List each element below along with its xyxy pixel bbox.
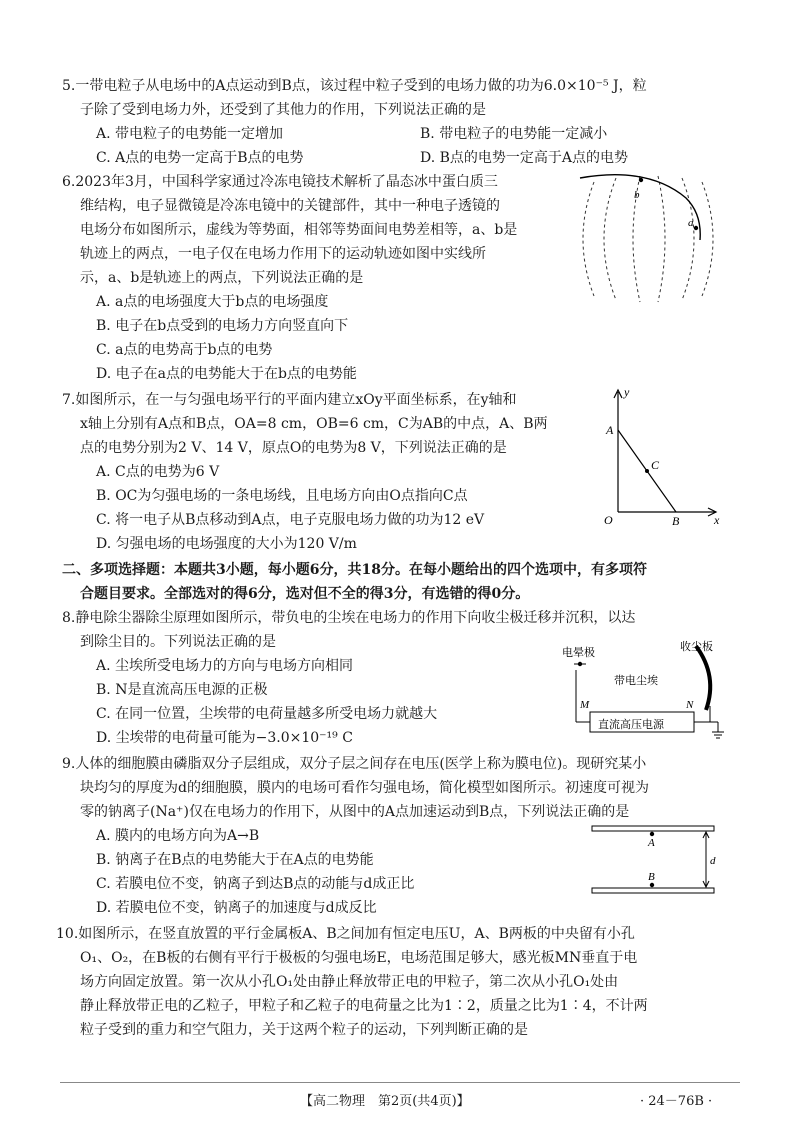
- q6-option-d: D. 电子在a点的电势能大于在b点的电势能: [96, 366, 357, 382]
- footer-page-info: 【高二物理 第2页(共4页)】: [300, 1094, 470, 1109]
- q9-fig-point-b: B: [648, 871, 655, 883]
- q8-fig-n-label: N: [686, 699, 694, 711]
- q7-fig-point-a: A: [606, 423, 614, 437]
- q6-fig-label-a: a: [688, 217, 694, 229]
- q6-option-c: C. a点的电势高于b点的电势: [96, 342, 273, 358]
- q8-fig-source-label: 直流高压电源: [598, 719, 664, 731]
- q5-option-a: A. 带电粒子的电势能一定增加: [96, 126, 284, 142]
- q7-option-d: D. 匀强电场的电场强度的大小为120 V/m: [96, 536, 357, 552]
- q7-option-a: A. C点的电势为6 V: [96, 464, 220, 480]
- q6-fig-label-b: b: [634, 189, 640, 201]
- q9-stem-line1: 9.人体的细胞膜由磷脂双分子层组成，双分子层之间存在电压(医学上称为膜电位)。现研究某小: [62, 756, 647, 772]
- q9-fig-point-a: A: [648, 837, 655, 849]
- q7-option-c: C. 将一电子从B点移动到A点，电子克服电场力做的功为12 eV: [96, 512, 485, 528]
- section2-heading-line1: 二、多项选择题：本题共3小题，每小题6分，共18分。在每小题给出的四个选项中，有多项符: [62, 562, 647, 578]
- q6-stem-line4: 轨迹上的两点，一电子仅在电场力作用下的运动轨迹如图中实线所: [80, 246, 486, 262]
- q7-stem-line2: x轴上分别有A点和B点，OA=8 cm，OB=6 cm，C为AB的中点，A、B两: [80, 416, 548, 432]
- q10-stem-line2: O₁、O₂，在B板的右侧有平行于极板的匀强电场E，电场范围足够大，感光板MN垂直于电: [80, 950, 638, 966]
- q8-stem-line1: 8.静电除尘器除尘原理如图所示，带负电的尘埃在电场力的作用下向收尘极迁移并沉积，以达: [62, 610, 636, 626]
- q8-fig-dust-label: 带电尘埃: [614, 675, 658, 687]
- q7-coordinate-figure: [598, 386, 728, 526]
- q6-option-b: B. 电子在b点受到的电场力方向竖直向下: [96, 318, 349, 334]
- q6-electron-lens-figure: [578, 168, 718, 310]
- q5-stem-line1: 5.一带电粒子从电场中的A点运动到B点，该过程中粒子受到的电场力做的功为6.0×10⁻⁵ J，粒: [62, 78, 647, 94]
- section2-heading-line2: 合题目要求。全部选对的得6分，选对但不全的得3分，有选错的得0分。: [80, 586, 530, 602]
- q10-stem-line3: 场方向固定放置。第一次从小孔O₁处由静止释放带正电的甲粒子，第二次从小孔O₁处由: [80, 974, 619, 990]
- q10-stem-line5: 粒子受到的重力和空气阻力，关于这两个粒子的运动，下列判断正确的是: [80, 1022, 528, 1038]
- q9-option-b: B. 钠离子在B点的电势能大于在A点的电势能: [96, 852, 374, 868]
- q9-stem-line2: 块均匀的厚度为d的细胞膜，膜内的电场可看作匀强电场，简化模型如图所示。初速度可视为: [80, 780, 649, 796]
- q7-fig-point-c: C: [651, 458, 660, 472]
- q6-option-a: A. a点的电场强度大于b点的电场强度: [96, 294, 329, 310]
- q5-stem-line2: 子除了受到电场力外，还受到了其他力的作用，下列说法正确的是: [80, 102, 486, 118]
- q5-option-b: B. 带电粒子的电势能一定减小: [420, 126, 608, 142]
- q7-fig-x-label: x: [714, 513, 720, 526]
- q8-fig-corona-label: 电晕极: [562, 647, 595, 659]
- q7-fig-y-label: y: [624, 386, 630, 399]
- q8-option-a: A. 尘埃所受电场力的方向与电场方向相同: [96, 658, 354, 674]
- q6-stem-line1: 6.2023年3月，中国科学家通过冷冻电镜技术解析了晶态冰中蛋白质三: [62, 174, 498, 190]
- q9-option-a: A. 膜内的电场方向为A→B: [96, 828, 260, 844]
- q10-stem-line1: 10.如图所示，在竖直放置的平行金属板A、B之间加有恒定电压U，A、B两板的中央留有小孔: [56, 926, 635, 942]
- q7-fig-point-b: B: [672, 514, 680, 526]
- footer-exam-code: · 24－76B ·: [640, 1094, 713, 1109]
- q9-option-c: C. 若膜电位不变，钠离子到达B点的动能与d成正比: [96, 876, 415, 892]
- q8-precipitator-figure: [560, 636, 740, 748]
- q8-fig-collector-label: 收尘板: [680, 641, 713, 653]
- footer-divider: [60, 1082, 740, 1083]
- q9-option-d: D. 若膜电位不变，钠离子的加速度与d成反比: [96, 900, 377, 916]
- q8-stem-line2: 到除尘目的。下列说法正确的是: [80, 634, 276, 650]
- q6-stem-line5: 示，a、b是轨迹上的两点，下列说法正确的是: [80, 270, 364, 286]
- q5-option-c: C. A点的电势一定高于B点的电势: [96, 150, 304, 166]
- q6-stem-line3: 电场分布如图所示，虚线为等势面，相邻等势面间电势差相等，a、b是: [80, 222, 518, 238]
- q9-fig-d-label: d: [710, 855, 716, 867]
- q9-stem-line3: 零的钠离子(Na⁺)仅在电场力的作用下，从图中的A点加速运动到B点，下列说法正确的是: [80, 804, 630, 820]
- q8-option-c: C. 在同一位置，尘埃带的电荷量越多所受电场力就越大: [96, 706, 438, 722]
- q8-option-d: D. 尘埃带的电荷量可能为−3.0×10⁻¹⁹ C: [96, 730, 353, 746]
- q10-stem-line4: 静止释放带正电的乙粒子，甲粒子和乙粒子的电荷量之比为1∶2，质量之比为1∶4，不计两: [80, 998, 648, 1014]
- q5-option-d: D. B点的电势一定高于A点的电势: [420, 150, 629, 166]
- q7-fig-origin: O: [604, 513, 613, 526]
- q8-fig-m-label: M: [580, 699, 590, 711]
- q9-membrane-figure: [588, 822, 728, 900]
- q7-option-b: B. OC为匀强电场的一条电场线，且电场方向由O点指向C点: [96, 488, 468, 504]
- q7-stem-line3: 点的电势分别为2 V、14 V，原点O的电势为8 V，下列说法正确的是: [80, 440, 507, 456]
- q8-option-b: B. N是直流高压电源的正极: [96, 682, 268, 698]
- q7-stem-line1: 7.如图所示，在一与匀强电场平行的平面内建立xOy平面坐标系，在y轴和: [62, 392, 517, 408]
- q6-stem-line2: 维结构，电子显微镜是冷冻电镜中的关键部件，其中一种电子透镜的: [80, 198, 500, 214]
